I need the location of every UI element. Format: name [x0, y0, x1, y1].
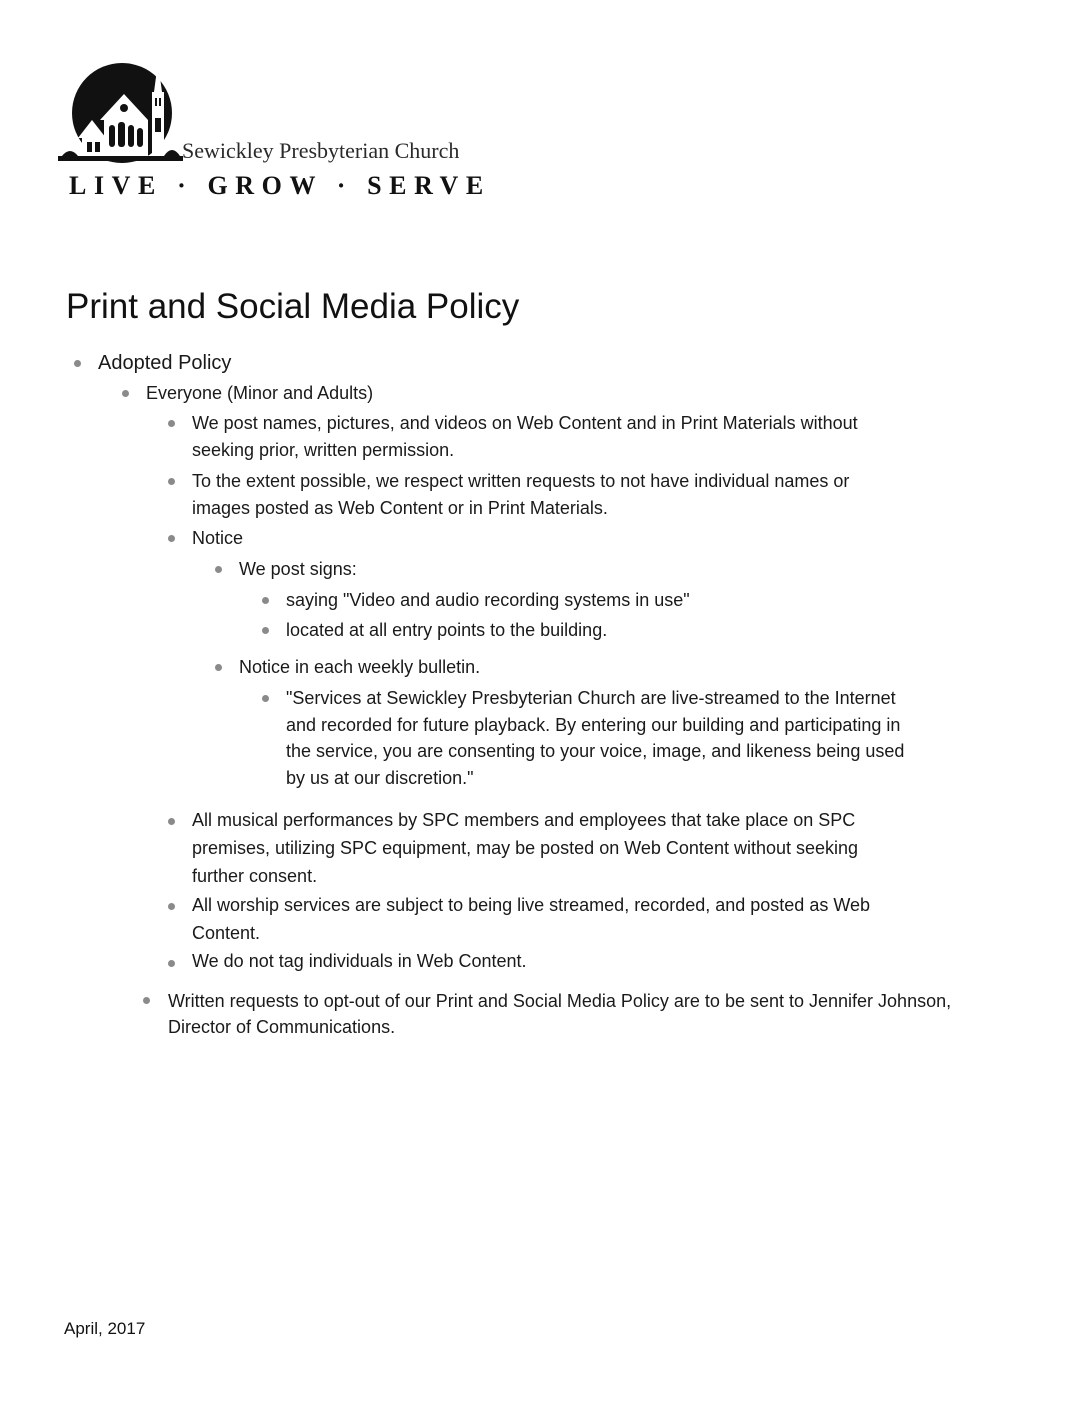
bullet-icon — [168, 478, 175, 485]
bullet-icon — [74, 360, 81, 367]
church-name: Sewickley Presbyterian Church — [182, 138, 460, 163]
bullet-icon — [122, 390, 129, 397]
church-motto: LIVE · GROW · SERVE — [69, 171, 491, 200]
bullet-icon — [168, 960, 175, 967]
bullet-icon — [262, 597, 269, 604]
bullet-icon — [215, 664, 222, 671]
bullet-icon — [168, 903, 175, 910]
list-item-everyone: Everyone (Minor and Adults) — [146, 383, 374, 403]
list-item-post-names: We post names, pictures, and videos on Web Content and in Print Materials without seeking prior, written permission. — [192, 413, 858, 460]
bullet-icon — [168, 818, 175, 825]
list-item-worship: All worship services are subject to being live streamed, recorded, and posted as Web Content. — [192, 895, 871, 943]
church-logo — [58, 58, 498, 208]
list-item-no-tag: We do not tag individuals in Web Content. — [192, 951, 527, 971]
list-item-bulletin-text: "Services at Sewickley Presbyterian Church are live-streamed to the Internet and recorded for future playback. By entering our building and participating in the service, you are consenting to your voice, image, and likeness being used by us at our discretion." — [286, 688, 905, 788]
bullet-icon — [215, 566, 222, 573]
list-item-post-signs: We post signs: — [239, 559, 357, 579]
bullet-icon — [143, 997, 150, 1004]
list-item-musical: All musical performances by SPC members and employees that take place on SPC premises, utilizing SPC equipment, may be posted on Web Content without seeking further consent. — [192, 810, 859, 886]
list-item-sign-text: saying "Video and audio recording systems in use" — [286, 590, 690, 610]
list-item-respect-requests: To the extent possible, we respect written requests to not have individual names or images posted as Web Content or in Print Materials. — [192, 471, 850, 518]
page-title: Print and Social Media Policy — [66, 287, 520, 326]
church-illustration — [58, 58, 183, 163]
list-item-bulletin-notice: Notice in each weekly bulletin. — [239, 657, 481, 677]
bullet-icon — [168, 420, 175, 427]
bullet-icon — [168, 535, 175, 542]
list-item-sign-location: located at all entry points to the building. — [286, 620, 608, 640]
bullet-icon — [262, 627, 269, 634]
list-item-opt-out: Written requests to opt-out of our Print and Social Media Policy are to be sent to Jennifer Johnson, Director of Communications. — [168, 991, 952, 1037]
list-item-adopted-policy: Adopted Policy — [98, 352, 232, 374]
list-item-notice: Notice — [192, 528, 244, 548]
footer-date: April, 2017 — [64, 1319, 146, 1338]
bullet-icon — [262, 695, 269, 702]
